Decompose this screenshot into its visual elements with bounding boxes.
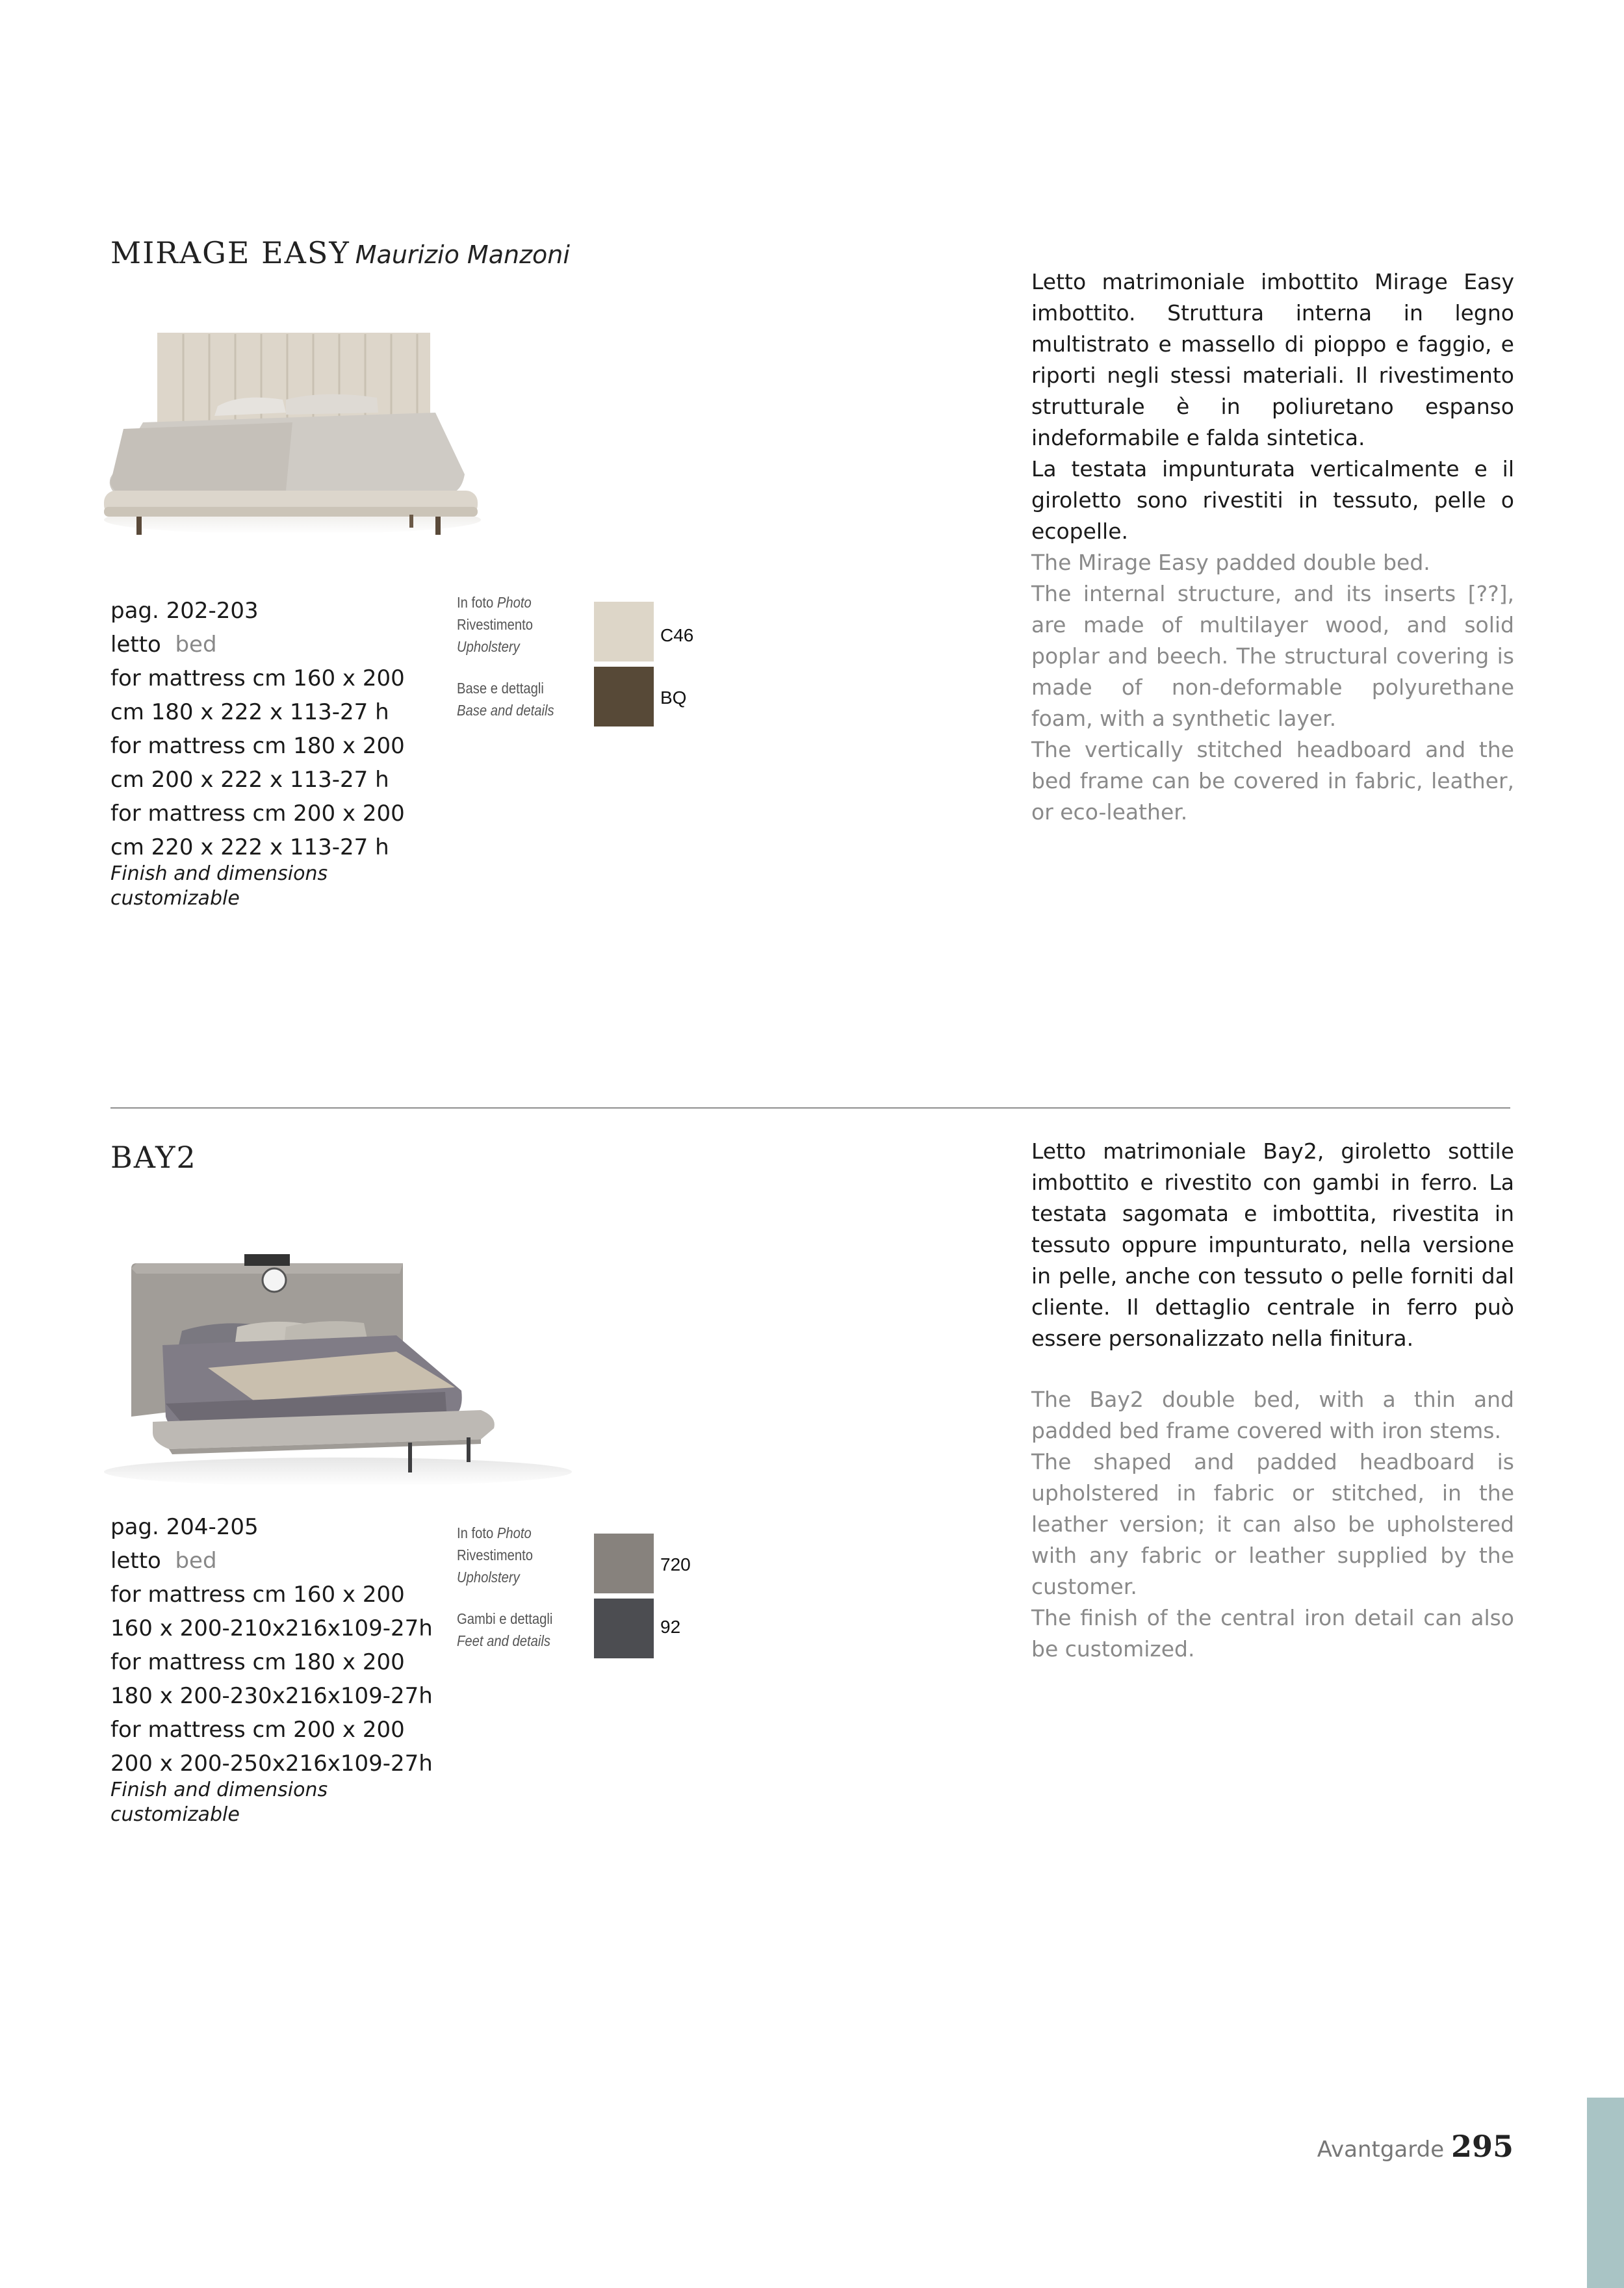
- dimension-line: cm 220 x 222 x 113-27 h: [110, 834, 389, 860]
- section-name: Avantgarde: [1317, 2137, 1445, 2163]
- dimension-line: for mattress cm 160 x 200: [110, 1582, 405, 1608]
- dimension-line: cm 180 x 222 x 113-27 h: [110, 699, 389, 725]
- specs-mirage-easy: [110, 594, 448, 911]
- product-name: BAY2: [110, 1140, 197, 1175]
- page-reference: pag. 204-205: [110, 1514, 259, 1540]
- bed-mirage-easy-image: [97, 325, 487, 546]
- product-type: letto bed: [110, 632, 217, 658]
- dimension-line: 160 x 200-210x216x109-27h: [110, 1615, 433, 1641]
- dimension-line: for mattress cm 160 x 200: [110, 665, 405, 691]
- dimension-line: for mattress cm 180 x 200: [110, 733, 405, 759]
- product-type: letto bed: [110, 1548, 217, 1574]
- finish-labels-feet: Gambi e dettagli Feet and details: [457, 1610, 553, 1649]
- base-swatch: [594, 667, 654, 726]
- description-italian-mirage-easy: Letto matrimoniale imbottito Mirage Easy imbottito. Struttura interna in legno multistrato e massello di pioppo e faggio, e riporti negli stessi materiali. Il rivestimento strutturale è in poliuretano espanso indeformabile e falda sintetica. La testata impunturata verticalmente e il giroletto sono rivestiti in tessuto, pelle o ecopelle.: [1031, 269, 1514, 544]
- description-english-bay2: The Bay2 double bed, with a thin and padded bed frame covered with iron stems. The shaped and padded headboard is upholstered in fabric or stitched, in the leather version; it can also be upholstered with any fabric or leather supplied by the customer. The finish of the central iron detail can also be customized.: [1031, 1387, 1514, 1662]
- finish-labels-upholstery: In foto Photo Rivestimento Upholstery: [457, 1524, 533, 1586]
- designer-name: Maurizio Manzoni: [355, 240, 570, 269]
- dimension-line: for mattress cm 200 x 200: [110, 801, 405, 827]
- bed-bay2-image: [91, 1254, 578, 1495]
- description-italian-bay2: Letto matrimoniale Bay2, giroletto sottile imbottito e rivestito con gambi in ferro. La testata sagomata e imbottita, rivestita in tessuto oppure impunturato, nella versione in pelle, anche con tessuto o pelle forniti dal cliente. Il dettaglio centrale in ferro può essere personalizzato nella finitura.: [1031, 1138, 1514, 1351]
- page-footer: [1317, 2129, 1514, 2164]
- page-reference: pag. 202-203: [110, 598, 259, 624]
- product-title-mirage-easy: [110, 235, 570, 270]
- upholstery-code: 720: [660, 1554, 691, 1575]
- customization-note: Finish and dimensions customizable: [110, 1779, 328, 1826]
- upholstery-swatch: [594, 1534, 654, 1593]
- upholstery-swatch: [594, 602, 654, 662]
- product-title-bay2: [110, 1140, 197, 1175]
- dimension-line: 180 x 200-230x216x109-27h: [110, 1683, 433, 1709]
- dimension-line: 200 x 200-250x216x109-27h: [110, 1751, 433, 1777]
- specs-bay2: [110, 1510, 448, 1827]
- section-tab: [1587, 2098, 1624, 2288]
- customization-note: Finish and dimensions customizable: [110, 862, 328, 910]
- description-english-mirage-easy: The Mirage Easy padded double bed. The internal structure, and its inserts [??], are made of multilayer wood, and solid poplar and beech. The structural covering is made of non-deformable polyurethane foam, with a synthetic layer. The vertically stitched headboard and the bed frame can be covered in fabric, leather, or eco-leather.: [1031, 550, 1514, 825]
- dimension-line: for mattress cm 180 x 200: [110, 1649, 405, 1675]
- base-code: BQ: [660, 688, 687, 708]
- feet-code: 92: [660, 1617, 681, 1637]
- product-name: MIRAGE EASY: [110, 235, 350, 270]
- dimension-line: for mattress cm 200 x 200: [110, 1717, 405, 1743]
- page-number: 295: [1450, 2129, 1514, 2164]
- feet-swatch: [594, 1599, 654, 1658]
- finish-labels-upholstery: In foto Photo Rivestimento Upholstery: [457, 594, 533, 655]
- upholstery-code: C46: [660, 625, 694, 645]
- section-divider: [110, 1107, 1510, 1109]
- finish-labels-base: Base e dettagli Base and details: [457, 680, 554, 719]
- dimension-line: cm 200 x 222 x 113-27 h: [110, 767, 389, 793]
